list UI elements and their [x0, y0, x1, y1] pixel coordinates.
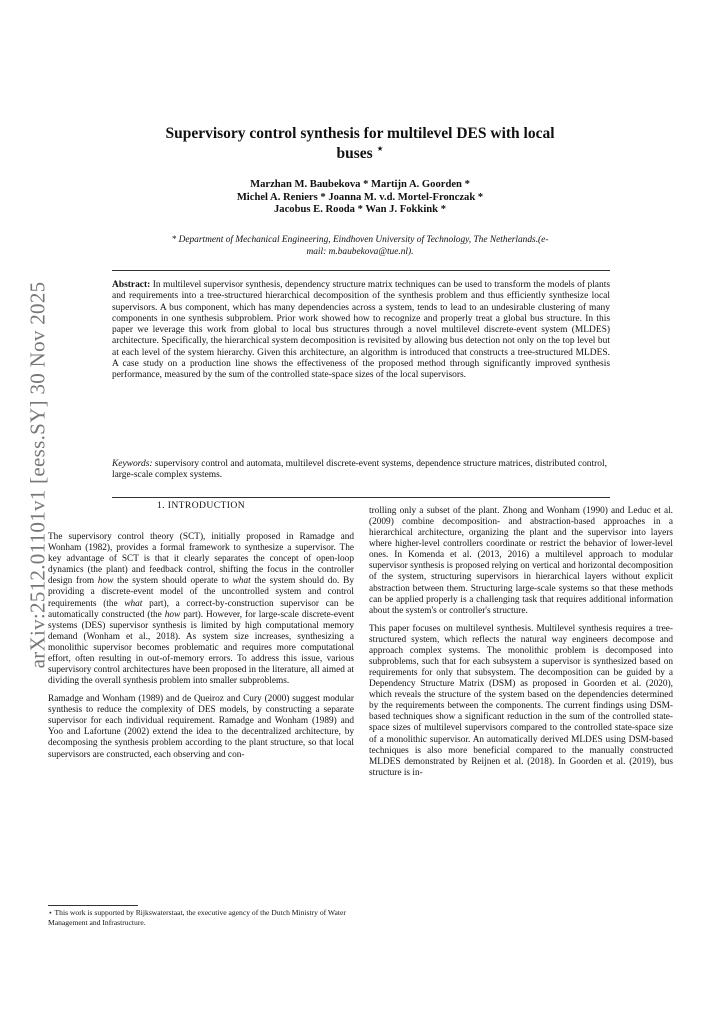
title-footnote-mark: ⋆: [376, 142, 384, 155]
footnote-mark: ⋆: [48, 908, 53, 917]
paragraph: The supervisory control theory (SCT), initially proposed in Ramadge and Wonham (1982), provides a formal framework to synthesize a supervisor. The key advantage of SCT is that it clearly separates the concept of open-loop dynamics (the plant) and feedback control, shifting the focus in the controller design from how the system should operate to what the system should do. By providing a discrete-event model of the uncontrolled system and control requirements (the what part), a correct-by-construction supervisor can be automatically constructed (the how part). However, for large-scale discrete-event systems (DES) supervisor synthesis is limited by high computational memory demand (Wonham et al., 2018). As system size increases, synthesizing a monolithic supervisor becomes problematic and requires more computational effort, often resulting in out-of-memory errors. To address this issue, various supervisory control architectures have been proposed in the literature, all aimed at dividing the overall synthesis problem into smaller subproblems.: [48, 532, 355, 687]
keywords-label: Keywords:: [112, 459, 153, 469]
abstract-label: Abstract:: [112, 280, 151, 290]
paragraph: trolling only a subset of the plant. Zhong and Wonham (1990) and Leduc et al. (2009) combine decomposition- and abstraction-based approaches in a hierarchical architecture, organizing the plant and the supervisor into layers where higher-level controllers coordinate or restrict the behavior of lower-level ones. In Komenda et al. (2013, 2016) a multilevel approach to modular supervisor synthesis is proposed relying on vertical and horizontal decomposition of the system, structuring supervisors in hierarchical layers without explicit abstraction between them. Structuring large-scale systems so that these methods can be applied properly is a challenging task that requires additional information about the system's or controller's structure.: [369, 506, 673, 616]
section-heading: 1. INTRODUCTION: [156, 500, 246, 511]
abstract-text: In multilevel supervisor synthesis, dependency structure matrix techniques can be used to transform the models of plants and requirements into a tree-structured hierarchical decomposition of the synthesis problem and thus efficiently synthesize local supervisors. A bus component, which has many dependencies across a system, tends to lead to an undesirable clustering of many components in one synthesis subproblem. Prior work showed how to recognize and properly treat a global bus structure. In this paper we leverage this work from global to local bus structures through a novel multilevel discrete-event system (MLDES) architecture. Specifically, the hierarchical system decomposition is revisited by allowing bus detection not only on the top level but at each level of the system hierarchy. Given this architecture, an algorithm is introduced that constructs a tree-structured MLDES. A case study on a production line shows the effectiveness of the proposed method through significantly improved synthesis performance, measured by the sum of the controlled state-space sizes of the local supervisors.: [112, 280, 610, 380]
footnote-divider: [48, 905, 138, 906]
paragraph: Ramadge and Wonham (1989) and de Queiroz and Cury (2000) suggest modular synthesis to reduce the complexity of DES models, by constructing a separate supervisor for each individual requirement. Ramadge and Wonham (1989) and Yoo and Lafortune (2002) extend the idea to the decentralized architecture, by decomposing the synthesis problem according to the plant structure, so that local supervisors are constructed, each observing and con-: [48, 694, 354, 760]
abstract-box: [112, 270, 610, 498]
arxiv-identifier-text: arXiv:2512.01101v1 [eess.SY] 30 Nov 2025: [25, 281, 50, 669]
keywords: [112, 459, 610, 482]
affiliation: * Department of Mechanical Engineering, Eindhoven University of Technology, The Netherlands.(e-mail: m.baubekova@tue.nl).: [171, 235, 549, 257]
footnote: [48, 908, 354, 927]
author-line: Jacobus E. Rooda * Wan J. Fokkink *: [273, 204, 446, 215]
author-line: Marzhan M. Baubekova * Martijn A. Goorden *: [250, 179, 470, 190]
right-column: [369, 506, 673, 786]
author-list: [150, 179, 570, 217]
arxiv-identifier: [25, 281, 50, 669]
keywords-text: supervisory control and automata, multilevel discrete-event systems, dependence structure matrices, distributed control, large-scale complex systems.: [112, 459, 607, 481]
paper-title-text: Supervisory control synthesis for multilevel DES with local buses: [165, 125, 555, 162]
paragraph: This paper focuses on multilevel synthesis. Multilevel synthesis requires a tree-structured system, which reflects the natural way engineers decompose and approach complex systems. The monolithic problem is decomposed into subproblems, such that for each subsystem a supervisor is synthesized based on requirements for only that subsystem. The decomposition can be guided by a Dependency Structure Matrix (DSM) as proposed in Goorden et al. (2020), which reveals the structure of the system based on the dependencies determined by the requirements between the components. The current findings using DSM-based techniques show a significant reduction in the sum of the controlled state-space sizes of multilevel supervisors compared to the controlled state-space size of a monolithic supervisor. An automatically derived MLDES using DSM-based techniques is also more beneficial compared to the manually constructed MLDES demonstrated by Reijnen et al. (2018). In Goorden et al. (2019), bus structure is in-: [369, 623, 673, 778]
left-column: [48, 500, 354, 768]
abstract: [112, 280, 610, 381]
author-line: Michel A. Reniers * Joanna M. v.d. Mortel-Fronczak *: [236, 191, 484, 203]
footnote-text: This work is supported by Rijkswaterstaat, the executive agency of the Dutch Ministry of Water Management and Infrastructure.: [48, 908, 346, 927]
paper-title: [150, 124, 570, 164]
